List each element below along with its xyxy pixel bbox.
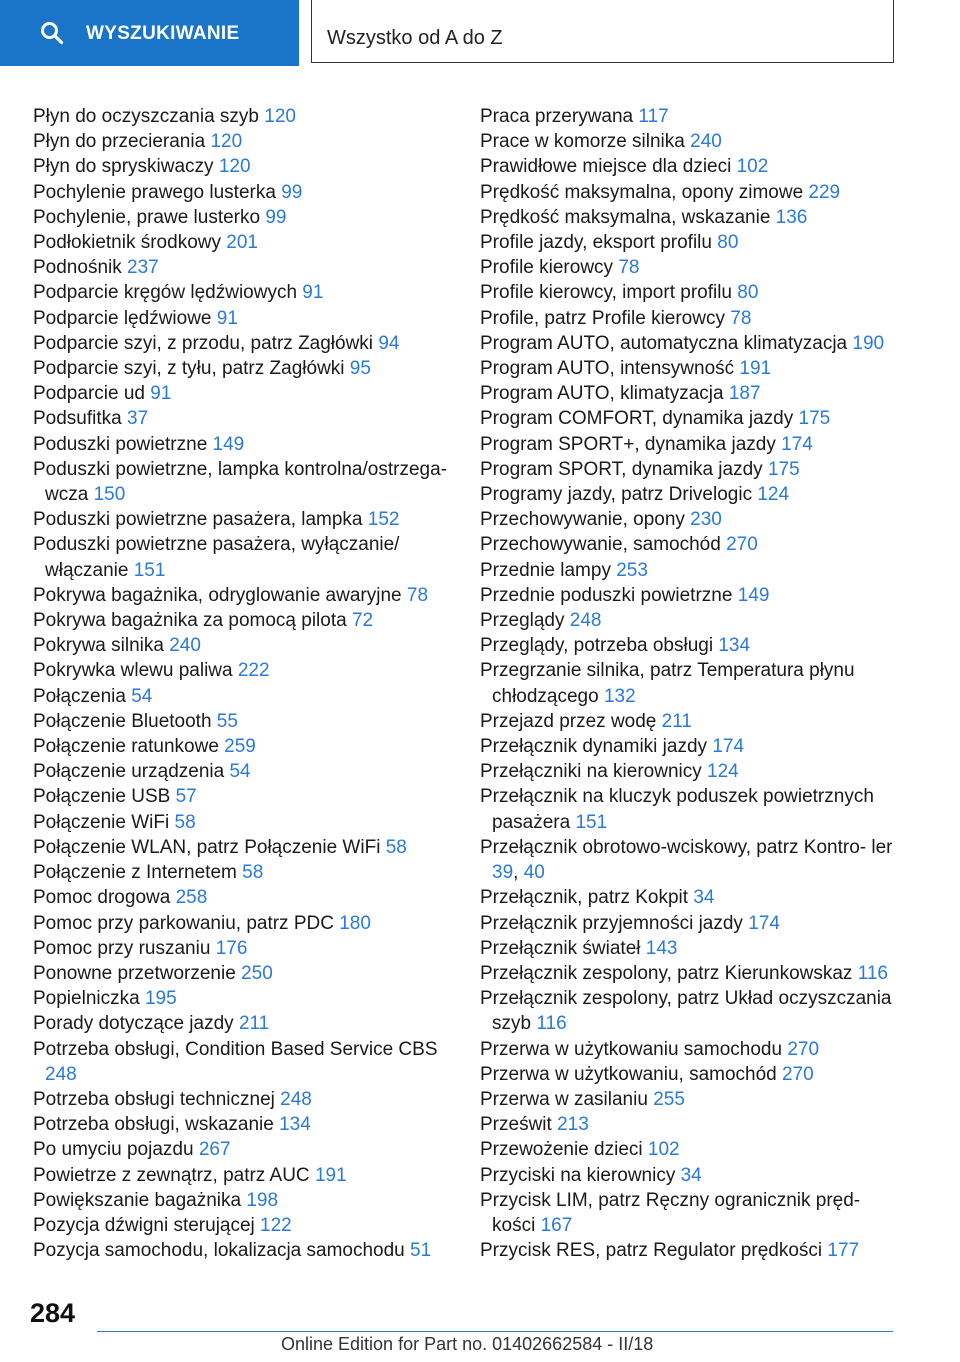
index-entry-text: Popielniczka bbox=[33, 988, 140, 1010]
page-link[interactable]: 102 bbox=[647, 1139, 680, 1161]
search-icon bbox=[40, 21, 64, 45]
page-link[interactable]: 95 bbox=[349, 358, 371, 380]
index-entry-text: Przednie poduszki powietrzne bbox=[480, 584, 733, 606]
page-link[interactable]: 94 bbox=[378, 332, 400, 354]
index-entry bbox=[33, 406, 453, 431]
index-entry-text: Pochylenie prawego lusterka bbox=[33, 181, 276, 203]
index-entry-text: Przewożenie dzieci bbox=[480, 1139, 643, 1161]
index-entry-text: Program AUTO, automatyczna klimatyzacja bbox=[480, 332, 848, 354]
index-entry-text: Program AUTO, intensywność bbox=[480, 358, 735, 380]
footer-edition: Online Edition for Part no. 01402662584 - II/18 bbox=[281, 1334, 654, 1354]
page-link[interactable]: 80 bbox=[737, 282, 759, 304]
index-entry-text: Prześwit bbox=[480, 1114, 552, 1136]
page-link[interactable]: 91 bbox=[302, 282, 324, 304]
index-entry-text: Pochylenie, prawe lusterko bbox=[33, 206, 261, 228]
page-link[interactable]: 240 bbox=[690, 131, 722, 153]
index-entry-text: Połączenie Bluetooth bbox=[33, 710, 212, 732]
page-link[interactable]: 78 bbox=[730, 307, 752, 329]
index-entry: Przełącznik obrotowo-wciskowy, patrz Kontro‐ ler 39, 40 bbox=[480, 836, 893, 884]
page-link[interactable]: 34 bbox=[693, 887, 715, 909]
page-link[interactable]: 78 bbox=[618, 257, 640, 279]
search-tab-label: WYSZUKIWANIE bbox=[86, 23, 240, 44]
page-link[interactable]: 116 bbox=[857, 962, 888, 984]
index-entry-text: Przechowywanie, samochód bbox=[480, 534, 721, 556]
index-entry bbox=[33, 154, 453, 179]
page-link[interactable]: 174 bbox=[781, 433, 813, 455]
page-link[interactable]: 174 bbox=[712, 736, 745, 758]
index-entry bbox=[480, 1037, 900, 1062]
index-entry-text: Przerwa w użytkowaniu samochodu bbox=[480, 1038, 783, 1060]
index-entry-text: Przeglądy bbox=[480, 610, 565, 632]
index-entry-text: Prędkość maksymalna, opony zimowe bbox=[480, 181, 804, 203]
page-link[interactable]: 91 bbox=[150, 383, 172, 405]
index-entry bbox=[480, 432, 900, 457]
index-entry-text: Poduszki powietrzne pasażera, lampka bbox=[33, 509, 363, 531]
index-entry-text: Przełącznik na kluczyk poduszek powietrznych pasażera bbox=[480, 786, 874, 833]
index-entry bbox=[480, 457, 900, 482]
index-column-right bbox=[480, 104, 900, 1263]
index-entry-text: Poduszki powietrzne pasażera, wyłączanie/ włączanie bbox=[33, 534, 400, 581]
index-entry-text: Przerwa w zasilaniu bbox=[480, 1088, 648, 1110]
index-entry bbox=[480, 1062, 900, 1087]
page-number: 284 bbox=[30, 1298, 76, 1328]
index-entry bbox=[480, 759, 900, 784]
index-entry-text: Podparcie ud bbox=[33, 383, 145, 405]
index-entry-text: Pokrywka wlewu paliwa bbox=[33, 660, 233, 682]
index-entry-text: Prędkość maksymalna, wskazanie bbox=[480, 206, 771, 228]
index-entry-text: Pokrywa bagażnika, odryglowanie awaryjne bbox=[33, 584, 402, 606]
page-link[interactable]: 253 bbox=[616, 559, 648, 581]
index-entry-text: Przycisk LIM, patrz Ręczny ogranicznik pręd‐ kości bbox=[480, 1189, 861, 1236]
index-entry bbox=[480, 885, 900, 910]
page-link[interactable]: 258 bbox=[175, 887, 208, 909]
footer-divider bbox=[97, 1331, 893, 1332]
index-entry bbox=[480, 633, 900, 658]
index-entry-text: Porady dotyczące jazdy bbox=[33, 1013, 234, 1035]
page-link[interactable]: 248 bbox=[280, 1088, 312, 1110]
page-link[interactable]: 51 bbox=[410, 1240, 432, 1262]
index-entry-text: Poduszki powietrzne, lampka kontrolna/ostrzega‐ wcza bbox=[33, 458, 447, 506]
index-entry bbox=[33, 1188, 453, 1213]
index-entry bbox=[480, 1087, 900, 1112]
atoz-tab[interactable] bbox=[311, 0, 894, 63]
index-entry bbox=[480, 482, 900, 507]
page-link[interactable]: 201 bbox=[226, 232, 258, 254]
page-link[interactable]: 270 bbox=[726, 534, 758, 556]
index-entry-text: Ponowne przetworzenie bbox=[33, 962, 236, 984]
index-entry bbox=[480, 986, 900, 1036]
index-entry-text: Powietrze z zewnątrz, patrz AUC bbox=[33, 1164, 310, 1186]
page-link[interactable]: 58 bbox=[174, 811, 196, 833]
index-entry bbox=[480, 1137, 900, 1162]
page-link[interactable]: 136 bbox=[775, 206, 808, 228]
page-link[interactable]: 229 bbox=[808, 181, 841, 203]
index-entry-text: Podparcie szyi, z tyłu, patrz Zagłówki bbox=[33, 358, 345, 380]
page-link[interactable]: 55 bbox=[216, 710, 238, 732]
index-entry bbox=[33, 583, 453, 608]
search-tab[interactable] bbox=[0, 0, 299, 66]
page-link[interactable]: 211 bbox=[238, 1013, 270, 1035]
index-entry bbox=[33, 457, 453, 507]
page-link[interactable]: 191 bbox=[739, 358, 772, 380]
index-entry-text: Przełącznik dynamiki jazdy bbox=[480, 736, 708, 758]
index-entry bbox=[33, 835, 453, 860]
index-entry-text: Przełącznik świateł bbox=[480, 937, 641, 959]
page-link[interactable]: 39 bbox=[492, 862, 514, 884]
page-link[interactable]: 132 bbox=[603, 685, 636, 707]
index-entry bbox=[480, 1238, 900, 1263]
index-entry bbox=[480, 154, 900, 179]
index-entry-text: Program SPORT+, dynamika jazdy bbox=[480, 433, 776, 455]
index-entry-text: Przeglądy, potrzeba obsługi bbox=[480, 635, 714, 657]
page-link[interactable]: 99 bbox=[265, 206, 287, 228]
index-entry-text: Płyn do oczyszczania szyb bbox=[33, 106, 259, 127]
index-entry bbox=[33, 1011, 453, 1036]
index-entry-text: Podparcie szyi, z przodu, patrz Zagłówki bbox=[33, 332, 374, 354]
page-link[interactable]: 37 bbox=[127, 408, 149, 430]
index-entry bbox=[33, 306, 453, 331]
index-entry bbox=[33, 280, 453, 305]
page-link[interactable]: 57 bbox=[175, 786, 197, 808]
index-entry bbox=[33, 1163, 453, 1188]
index-entry bbox=[33, 860, 453, 885]
index-entry bbox=[480, 280, 900, 305]
page-link[interactable]: 78 bbox=[406, 584, 429, 606]
page-link[interactable]: 120 bbox=[264, 106, 296, 127]
index-entry bbox=[33, 230, 453, 255]
index-entry bbox=[480, 1163, 900, 1188]
index-entry bbox=[33, 885, 453, 910]
index-entry bbox=[480, 205, 900, 230]
page-link[interactable]: 237 bbox=[127, 257, 159, 279]
index-entry bbox=[33, 936, 453, 961]
index-entry bbox=[33, 129, 453, 154]
page-link[interactable]: 54 bbox=[131, 685, 153, 707]
index-entry-text: Podsufitka bbox=[33, 408, 122, 430]
index-entry-text: Przełącznik przyjemności jazdy bbox=[480, 912, 743, 934]
index-entry bbox=[33, 911, 453, 936]
index-entry bbox=[33, 432, 453, 457]
index-entry bbox=[480, 658, 900, 708]
page-link[interactable]: 176 bbox=[215, 937, 248, 959]
atoz-tab-label: Wszystko od A do Z bbox=[327, 27, 503, 49]
page-link[interactable]: 259 bbox=[224, 736, 256, 758]
index-entry bbox=[33, 532, 453, 582]
index-entry bbox=[33, 810, 453, 835]
page-link[interactable]: 91 bbox=[216, 307, 238, 329]
index-entry-text: Połączenie urządzenia bbox=[33, 761, 225, 783]
index-entry bbox=[480, 936, 900, 961]
page-link[interactable]: 34 bbox=[680, 1164, 702, 1186]
index-entry bbox=[480, 507, 900, 532]
page-link[interactable]: 222 bbox=[237, 660, 270, 682]
index-entry-text: Po umyciu pojazdu bbox=[33, 1139, 194, 1161]
page-link[interactable]: 99 bbox=[281, 181, 303, 203]
index-entry bbox=[33, 734, 453, 759]
index-entry-text: Podłokietnik środkowy bbox=[33, 232, 221, 254]
index-entry-text: Pomoc drogowa bbox=[33, 887, 171, 909]
page-link[interactable]: 150 bbox=[93, 484, 126, 506]
index-entry bbox=[33, 180, 453, 205]
index-entry bbox=[33, 1238, 453, 1263]
index-entry-text: Powiększanie bagażnika bbox=[33, 1189, 242, 1211]
index-entry bbox=[33, 205, 453, 230]
index-entry-text: Profile, patrz Profile kierowcy bbox=[480, 307, 725, 329]
index-entry bbox=[480, 356, 900, 381]
index-entry bbox=[480, 961, 900, 986]
index-entry-text: Połączenia bbox=[33, 685, 126, 707]
index-entry-text: Potrzeba obsługi technicznej bbox=[33, 1088, 275, 1110]
index-entry-text: Pokrywa bagażnika za pomocą pilota bbox=[33, 610, 347, 632]
page-link[interactable]: 213 bbox=[557, 1114, 589, 1136]
index-entry-text: Podnośnik bbox=[33, 257, 122, 279]
page-link[interactable]: 180 bbox=[339, 912, 371, 934]
page-link[interactable]: 211 bbox=[661, 710, 692, 732]
index-entry bbox=[33, 381, 453, 406]
index-entry-text: Przegrzanie silnika, patrz Temperatura płynu chłodzącego bbox=[480, 660, 855, 707]
page-link[interactable]: 116 bbox=[536, 1013, 567, 1035]
index-entry bbox=[33, 1037, 453, 1087]
index-entry-text: Płyn do przecierania bbox=[33, 131, 206, 153]
index-entry bbox=[33, 331, 453, 356]
page-link[interactable]: 248 bbox=[569, 610, 602, 632]
index-entry bbox=[33, 1087, 453, 1112]
index-entry-text: Program AUTO, klimatyzacja bbox=[480, 383, 724, 405]
index-entry-text: Profile jazdy, eksport profilu bbox=[480, 232, 712, 254]
index-entry bbox=[33, 784, 453, 809]
index-entry-text: Potrzeba obsługi, wskazanie bbox=[33, 1114, 274, 1136]
page-link[interactable]: 134 bbox=[718, 635, 751, 657]
index-entry-text: Przycisk RES, patrz Regulator prędkości bbox=[480, 1240, 823, 1262]
index-entry-text: Połączenie ratunkowe bbox=[33, 736, 219, 758]
index-entry bbox=[480, 1112, 900, 1137]
index-entry-text: Pomoc przy parkowaniu, patrz PDC bbox=[33, 912, 334, 934]
index-entry bbox=[33, 633, 453, 658]
page-link[interactable]: 40 bbox=[523, 862, 545, 884]
page-link[interactable]: 267 bbox=[198, 1139, 231, 1161]
index-entry bbox=[33, 1112, 453, 1137]
index-entry bbox=[480, 734, 900, 759]
page-link[interactable]: 122 bbox=[260, 1214, 292, 1236]
index-entry bbox=[33, 507, 453, 532]
index-entry bbox=[480, 331, 900, 356]
page-link[interactable]: 58 bbox=[385, 836, 407, 858]
index-entry-text: Potrzeba obsługi, Condition Based Service CBS bbox=[33, 1038, 438, 1060]
index-entry-text: Przednie lampy bbox=[480, 559, 611, 581]
index-entry bbox=[33, 709, 453, 734]
page-link[interactable]: 167 bbox=[540, 1214, 573, 1236]
top-navigation bbox=[0, 0, 960, 66]
page-link[interactable]: 187 bbox=[728, 383, 761, 405]
index-entry-text: Przechowywanie, opony bbox=[480, 509, 685, 531]
page-link[interactable]: 270 bbox=[787, 1038, 820, 1060]
index-entry bbox=[480, 381, 900, 406]
page-link[interactable]: 120 bbox=[218, 156, 251, 178]
page-link[interactable]: 134 bbox=[279, 1114, 311, 1136]
index-entry bbox=[480, 306, 900, 331]
page-link[interactable]: 190 bbox=[852, 332, 885, 354]
index-entry-text: Połączenie z Internetem bbox=[33, 862, 237, 884]
index-entry-text: Prawidłowe miejsce dla dzieci bbox=[480, 156, 732, 178]
index-column-left bbox=[33, 104, 453, 1263]
page-link[interactable]: 151 bbox=[575, 811, 608, 833]
index-entry bbox=[480, 104, 900, 129]
page-link[interactable]: 58 bbox=[242, 862, 264, 884]
index-entry bbox=[33, 1137, 453, 1162]
page-link[interactable]: 124 bbox=[707, 761, 739, 783]
index-entry-text: Profile kierowcy, import profilu bbox=[480, 282, 733, 304]
index-entry-text: Pozycja samochodu, lokalizacja samochodu bbox=[33, 1240, 405, 1262]
page-link[interactable]: 152 bbox=[367, 509, 400, 531]
index-entry-text: Pozycja dźwigni sterującej bbox=[33, 1214, 255, 1236]
index-entry bbox=[480, 608, 900, 633]
page-link[interactable]: 174 bbox=[748, 912, 780, 934]
index-entry-text: Podparcie lędźwiowe bbox=[33, 307, 212, 329]
index-entry-text: Pokrywa silnika bbox=[33, 635, 164, 657]
page-link[interactable]: 240 bbox=[169, 635, 201, 657]
page-link[interactable]: 72 bbox=[351, 610, 374, 632]
page-link[interactable]: 54 bbox=[229, 761, 251, 783]
index-entry bbox=[480, 709, 900, 734]
page-link[interactable]: 175 bbox=[798, 408, 831, 430]
index-entry-text: Przejazd przez wodę bbox=[480, 710, 657, 732]
index-entry bbox=[33, 356, 453, 381]
page-link[interactable]: 80 bbox=[717, 232, 739, 254]
page-link[interactable]: 149 bbox=[212, 433, 245, 455]
index-entry-text: Profile kierowcy bbox=[480, 257, 614, 279]
index-entry bbox=[33, 986, 453, 1011]
index-entry bbox=[480, 1188, 900, 1238]
page-link[interactable]: 117 bbox=[638, 106, 669, 127]
index-entry-text: Połączenie WLAN, patrz Połączenie WiFi bbox=[33, 836, 381, 858]
page-link[interactable]: 151 bbox=[133, 559, 166, 581]
index-entry bbox=[33, 104, 453, 129]
index-entry bbox=[480, 911, 900, 936]
index-entry bbox=[33, 759, 453, 784]
page-link[interactable]: 248 bbox=[45, 1063, 77, 1085]
index-entry bbox=[480, 784, 900, 834]
page-link[interactable]: 177 bbox=[827, 1240, 860, 1262]
page-link[interactable]: 124 bbox=[757, 484, 790, 506]
index-entry-text: Przełącznik obrotowo-wciskowy, patrz Kontro‐ ler bbox=[480, 836, 893, 858]
index-entry-text: Przełącznik zespolony, patrz Kierunkowskaz bbox=[480, 962, 853, 984]
index-entry-text: Podparcie kręgów lędźwiowych bbox=[33, 282, 298, 304]
page-link[interactable]: 230 bbox=[690, 509, 722, 531]
index-entry bbox=[33, 608, 453, 633]
index-entry bbox=[33, 658, 453, 683]
page-link[interactable]: 270 bbox=[782, 1063, 814, 1085]
index-entry-text: Przełączniki na kierownicy bbox=[480, 761, 702, 783]
index-entry-text: Programy jazdy, patrz Drivelogic bbox=[480, 484, 753, 506]
index-entry bbox=[480, 406, 900, 431]
index-entry bbox=[480, 532, 900, 557]
index-entry bbox=[33, 1213, 453, 1238]
index-entry-text: Poduszki powietrzne bbox=[33, 433, 208, 455]
index-entry-text: Program SPORT, dynamika jazdy bbox=[480, 458, 763, 480]
index-entry bbox=[33, 961, 453, 986]
index-entry-text: Połączenie WiFi bbox=[33, 811, 170, 833]
index-entry bbox=[480, 129, 900, 154]
index-entry bbox=[480, 255, 900, 280]
page-link[interactable]: 143 bbox=[645, 937, 678, 959]
index-entry-text: Przyciski na kierownicy bbox=[480, 1164, 676, 1186]
page-link[interactable]: 195 bbox=[144, 988, 177, 1010]
index-entry bbox=[33, 255, 453, 280]
index-entry bbox=[33, 684, 453, 709]
page-link[interactable]: 102 bbox=[736, 156, 769, 178]
index-entry bbox=[480, 180, 900, 205]
page-link[interactable]: 175 bbox=[767, 458, 800, 480]
index-entry-text: Przełącznik zespolony, patrz Układ oczyszczania szyb bbox=[480, 988, 892, 1035]
page-link[interactable]: 198 bbox=[246, 1189, 279, 1211]
index-entry-text: Przełącznik, patrz Kokpit bbox=[480, 887, 689, 909]
index-entry bbox=[480, 558, 900, 583]
index-entry bbox=[480, 230, 900, 255]
index-entry-text: Pomoc przy ruszaniu bbox=[33, 937, 211, 959]
index-entry-text: Płyn do spryskiwaczy bbox=[33, 156, 214, 178]
index-entry-text: Program COMFORT, dynamika jazdy bbox=[480, 408, 794, 430]
page-link[interactable]: 191 bbox=[314, 1164, 347, 1186]
page-link[interactable]: 149 bbox=[737, 584, 770, 606]
index-entry-text: Przerwa w użytkowaniu, samochód bbox=[480, 1063, 777, 1085]
page-link[interactable]: 255 bbox=[653, 1088, 685, 1110]
index-entry bbox=[480, 583, 900, 608]
index-entry-text: Połączenie USB bbox=[33, 786, 171, 808]
page-link[interactable]: 120 bbox=[210, 131, 243, 153]
index-entry-text: Prace w komorze silnika bbox=[480, 131, 685, 153]
index-entry-text: Praca przerywana bbox=[480, 106, 634, 127]
page-link[interactable]: 250 bbox=[241, 962, 273, 984]
